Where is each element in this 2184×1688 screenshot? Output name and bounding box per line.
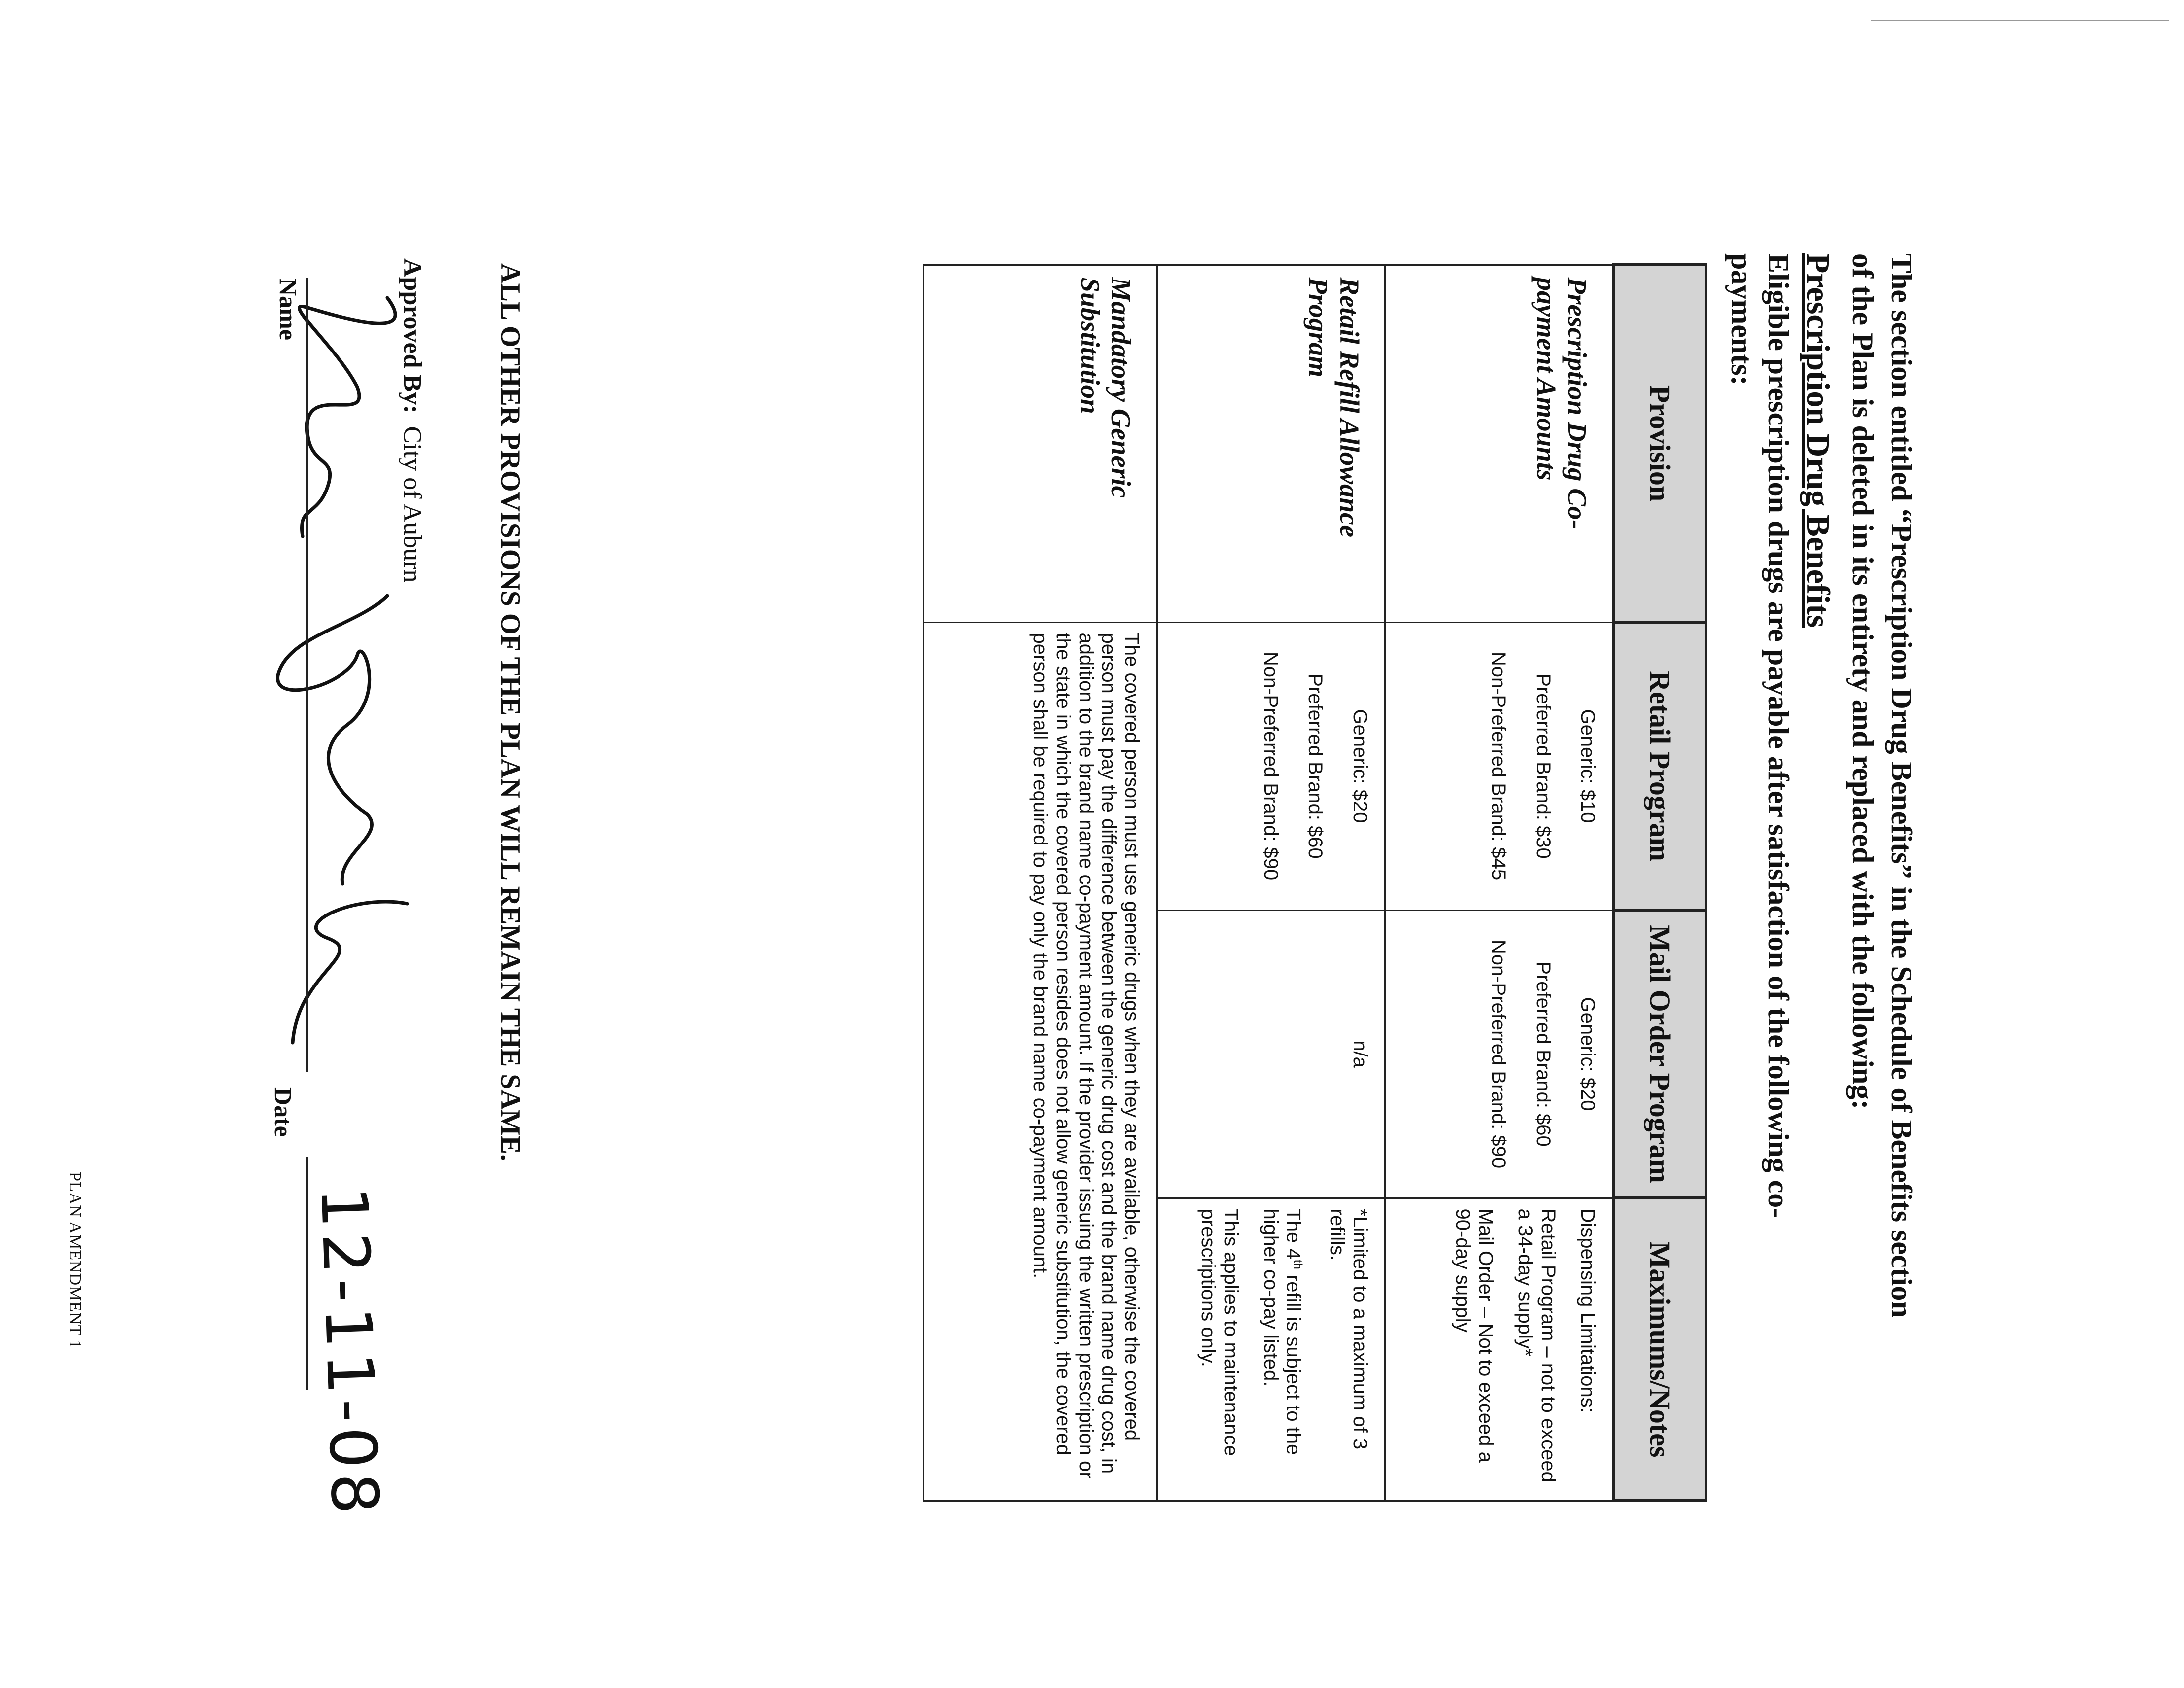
note-refill-limit: *Limited to a maximum of 3 refills. (1326, 1208, 1371, 1450)
table-row-copayment (1385, 265, 1614, 1501)
refill-non-preferred: Non-Preferred Brand: $90 (1260, 651, 1282, 881)
note-retail-limit: Retail Program – not to exceed a 34-day supply* (1514, 1208, 1559, 1482)
handwritten-date: 12-11-08 (306, 1185, 393, 1521)
scan-artifact-line (1871, 20, 2169, 21)
table-row-generic (924, 265, 1157, 1501)
note-mail-limit: Mail Order – Not to exceed a 90-day supply (1452, 1208, 1497, 1463)
closing-statement: ALL OTHER PROVISIONS OF THE PLAN WILL REMAIN THE SAME. (495, 263, 526, 1161)
refill-preferred: Preferred Brand: $60 (1304, 673, 1327, 859)
note-maintenance: This applies to maintenance prescriptions only. (1197, 1208, 1242, 1456)
note-fourth-refill-pre: The 4 (1283, 1208, 1305, 1260)
approved-by-value: City of Auburn (398, 426, 426, 583)
section-subtitle: Eligible prescription drugs are payable after satisfaction of the following co-payments: (1725, 253, 1795, 1218)
note-dispensing-limitations: Dispensing Limitations: (1577, 1208, 1599, 1413)
signature-line (306, 278, 308, 1072)
header-provision: Provision (1614, 265, 1706, 622)
retail-preferred: Preferred Brand: $30 (1532, 673, 1554, 859)
date-line (306, 1157, 308, 1390)
page-footer: PLAN AMENDMENT 1 (66, 1172, 84, 1349)
mail-copayment-cell (1385, 910, 1614, 1198)
header-mail-order-program: Mail Order Program (1614, 910, 1706, 1198)
provision-refill: Retail Refill Allowance Program (1157, 265, 1385, 622)
header-retail-program: Retail Program (1614, 622, 1706, 910)
name-label: Name (274, 278, 302, 340)
section-title: Prescription Drug Benefits (1800, 253, 1836, 628)
provision-generic-substitution: Mandatory Generic Substitution (924, 265, 1157, 622)
mail-generic: Generic: $20 (1577, 997, 1599, 1111)
benefits-table (923, 263, 1708, 1502)
mail-preferred: Preferred Brand: $60 (1532, 961, 1554, 1147)
signature-stroke (278, 298, 407, 1043)
notes-refill-cell (1157, 1198, 1385, 1501)
retail-copayment-cell (1385, 622, 1614, 910)
retail-non-preferred: Non-Preferred Brand: $45 (1488, 651, 1509, 881)
approved-by-label: Approved By: (398, 258, 426, 414)
retail-refill-cell (1157, 622, 1385, 910)
table-row-refill (1157, 265, 1385, 1501)
mail-refill-cell: n/a (1157, 910, 1385, 1198)
note-fourth-refill-post: refill is subject to the higher co-pay listed. (1260, 1208, 1305, 1455)
notes-copayment-cell (1385, 1198, 1614, 1501)
provision-copayment: Prescription Drug Co-payment Amounts (1385, 265, 1614, 622)
mail-non-preferred: Non-Preferred Brand: $90 (1488, 939, 1509, 1169)
date-label: Date (270, 1087, 297, 1137)
header-maximums-notes: Maximums/Notes (1614, 1198, 1706, 1501)
note-fourth-refill-sup: th (1291, 1259, 1305, 1269)
retail-generic: Generic: $10 (1577, 709, 1599, 823)
note-fourth-refill (1259, 1209, 1309, 1490)
generic-substitution-text: The covered person must use generic drugs when they are available, otherwise the covered person must pay the difference between the generic drug cost and the brand name drug cost, in addition to the brand name co-payment amount. If the provider issuing the written prescription or the state in which the covered person resides does not allow generic substitution, the covered person shall be required to pay only the brand name co-payment amount. (924, 622, 1157, 1501)
refill-generic: Generic: $20 (1349, 709, 1371, 823)
intro-paragraph: The section entitled “Prescription Drug Benefits” in the Schedule of Benefits section of the Plan is deleted in its entirety and replaced with the following: (1846, 253, 1918, 1318)
handwritten-signature (268, 278, 417, 1072)
table-header-row (1614, 265, 1706, 1501)
